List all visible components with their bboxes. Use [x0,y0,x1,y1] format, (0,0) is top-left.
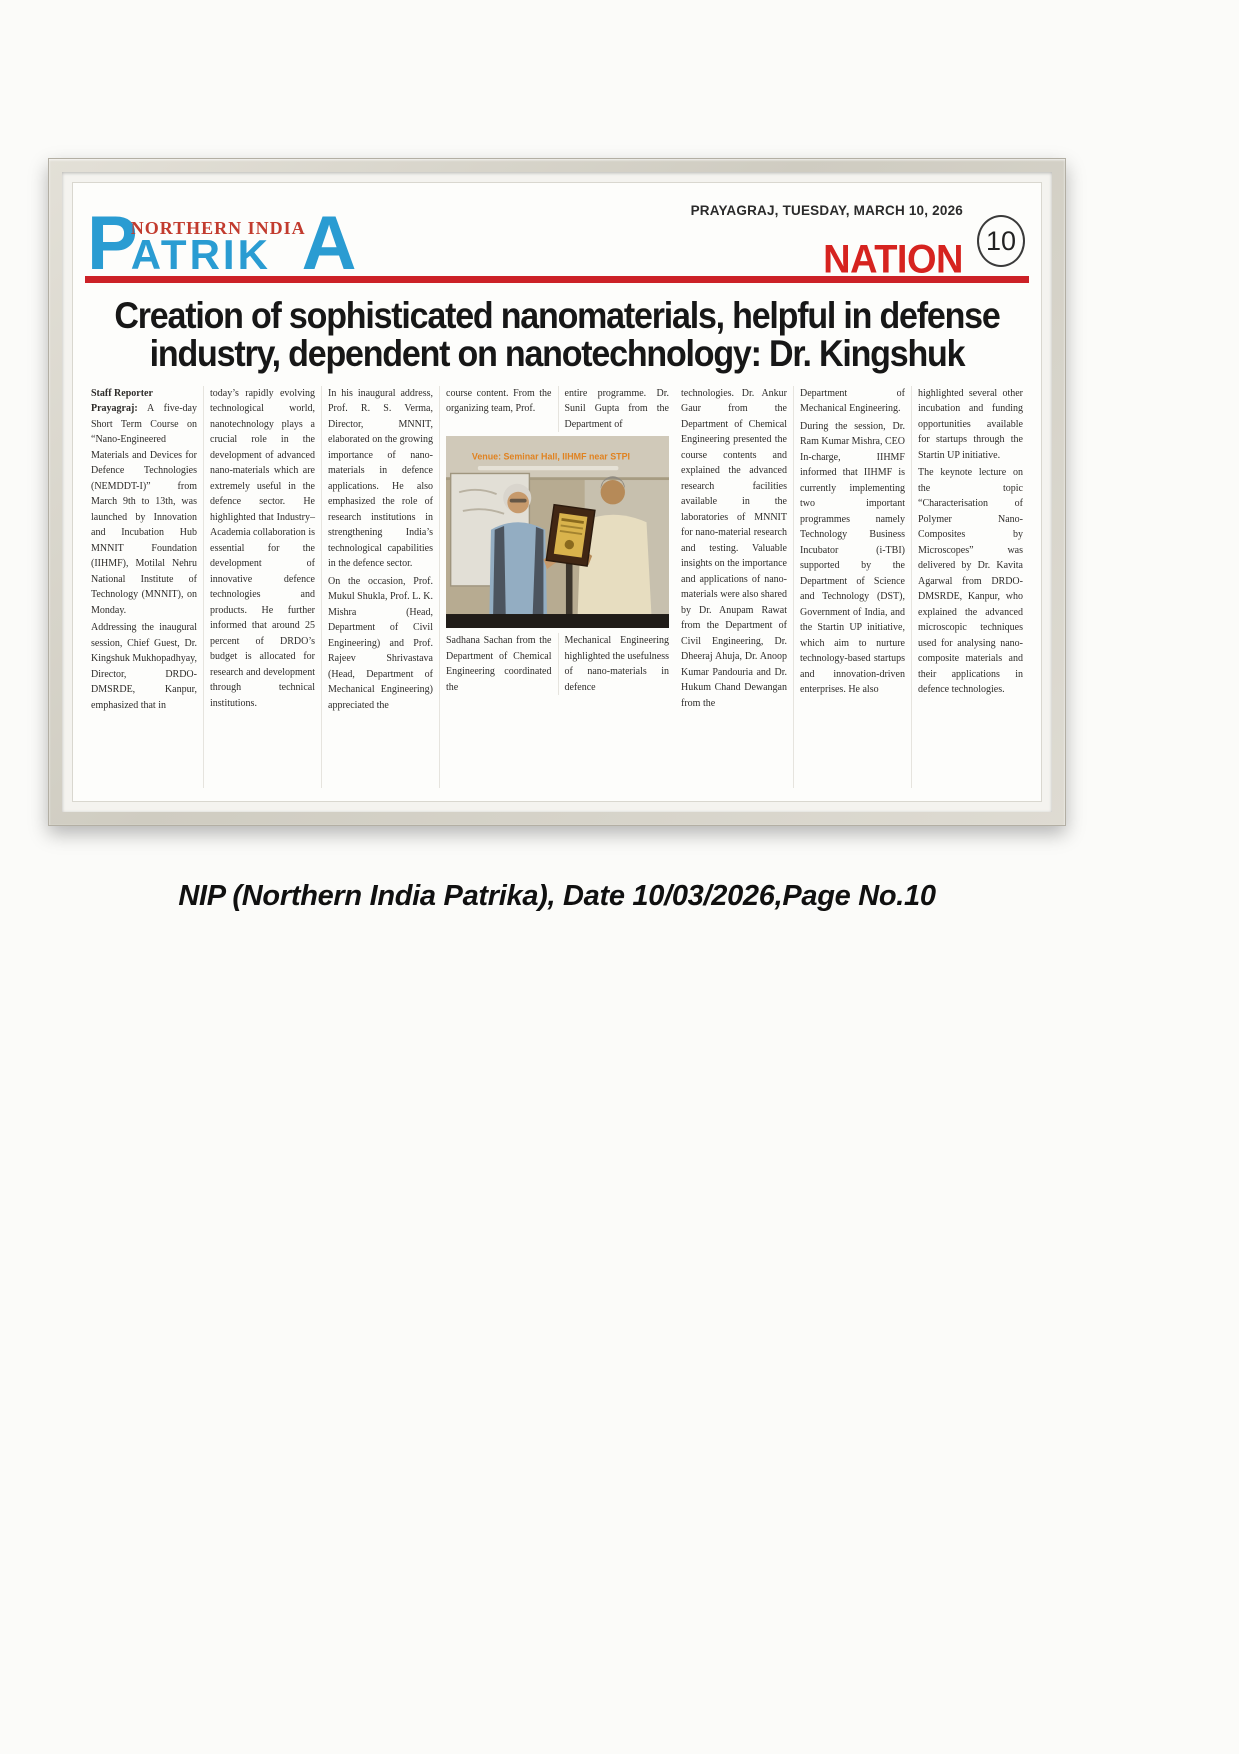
photo-bottom-shadow [446,614,669,628]
paragraph: Addressing the inaugural session, Chief Guest, Dr. Kingshuk Mukhopadhyay, Director, DRDO-DMSRDE, Kanpur, emphasized that in [91,622,198,711]
clipping-caption: NIP (Northern India Patrika), Date 10/03/2026,Page No.10 [178,880,936,912]
article-column-8 [911,386,1029,788]
logo-northern-india: NORTHERN INDIA [130,218,306,239]
paragraph: today’s rapidly evolving technological world, nanotechnology plays a crucial role in the development of advanced nano-materials which are extremely useful in the defence sector. He highlighted that Industry–Academia collaboration is essential for the development of innovative defence technologies and products. He further informed that around 25 percent of DRDO’s budget is allocated for research and development through technical institutions. [210,387,315,709]
section-title: NATION [823,238,963,283]
logo-middle [130,218,306,279]
paragraph-text: A five-day Short Term Course on “Nano-Engineered Materials and Devices for Defence Technologies (NEMDDT-I)” from March 9th to 13th, was launched by Innovation and Incubation Hub MNNIT Foundation (IIHMF), Motilal Nehru National Institute of Technology (MNNIT), on Monday. [91,403,197,616]
logo-letter-p: P [87,201,138,287]
paragraph: On the occasion, Prof. Mukul Shukla, Prof. L. K. Mishra (Head, Department of Civil Engineering) and Prof. Rajeev Shrivastava (Head, Department of Mechanical Engineering) appreciated the [328,575,433,711]
paragraph: The keynote lecture on the topic “Characterisation of Polymer Nano-Composites by Microscopes” was delivered by Dr. Kavita Agarwal from DRDO-DMSRDE, Kanpur, who explained the advanced microscopic techniques used for analysing nano-composite materials and their applications in defence technologies. [918,467,1023,696]
article-column-4-top [440,386,558,433]
paragraph: Mechanical Engineering highlighted the usefulness of nano-materials in defence [564,635,669,693]
article-column-2 [203,386,321,788]
photo-holder [440,432,675,633]
paragraph: In his inaugural address, Prof. R. S. Verma, Director, MNNIT, elaborated on the growing importance of nano-materials in defence applications. He also emphasized the role of research institutions in strengthening India’s technological capabilities in the defence sector. [328,387,433,570]
page-number-badge: 10 [977,215,1025,267]
article-column-5-top [558,386,676,433]
article-body [85,386,1029,788]
article-column-1 [85,386,203,788]
photo-bottom-text [440,633,675,695]
newspaper-page [72,182,1042,802]
headline-line-1: Creation of sophisticated nanomaterials, helpful in defense [114,295,1000,337]
dateline-lead: Prayagraj: [91,403,138,415]
article-column-3 [321,386,439,788]
logo-letter-a: A [301,201,357,287]
headline-line-2: industry, dependent on nanotechnology: Dr. Kingshuk [149,333,965,375]
paragraph: highlighted several other incubation and funding opportunities available for startups through the Startin UP initiative. [918,387,1023,461]
newspaper-logo [87,201,357,287]
paragraph: During the session, Dr. Ram Kumar Mishra, CEO In-charge, IIHMF informed that IIHMF is currently implementing two important programmes namely Technology Business Incubator (i-TBI) supported by the Department of Science and Technology (DST), Government of India, and the Startin UP initiative, which aim to nurture technology-based startups and innovation-driven enterprises. He also [800,420,905,696]
paragraph: entire programme. Dr. Sunil Gupta from the Department of [564,387,669,430]
paragraph: Sadhana Sachan from the Department of Chemical Engineering coordinated the [446,635,552,693]
photo-banner-text: Venue: Seminar Hall, IIHMF near STPI [471,451,630,462]
photo-block [439,386,675,788]
newspaper-clipping-frame [48,158,1066,826]
paragraph: technologies. Dr. Ankur Gaur from the Department of Chemical Engineering presented the course contents and explained the advanced research facilities available in the laboratories of MNNIT for nano-material research and testing. Valuable insights on the importance and applications of nano-materials were also shared by Dr. Anupam Rawat from the Department of Civil Engineering, Dr. Dheeraj Ahuja, Dr. Anoop Kumar Pandouria and Dr. Hukum Chand Dewangan from the [681,387,787,709]
masthead [85,189,1029,287]
article-column-4-bottom [440,633,558,695]
clipping-matte [62,172,1052,812]
paragraph [91,401,197,618]
article-headline [85,283,1029,384]
byline: Staff Reporter [91,387,153,399]
award-plaque [546,505,595,566]
photo-banner-subtext [478,466,619,470]
article-column-5-bottom [558,633,676,695]
left-man-glasses [510,499,527,503]
logo-atrik: ATRIK [130,231,271,279]
right-man-face [601,480,625,504]
left-man-face [507,492,529,514]
article-photo [446,436,669,628]
article-column-7 [793,386,911,788]
paragraph: course content. From the organizing team, Prof. [446,387,552,415]
photo-top-text [440,386,675,433]
dateline: PRAYAGRAJ, TUESDAY, MARCH 10, 2026 [690,203,963,218]
article-column-6 [675,386,793,788]
paragraph: Department of Mechanical Engineering. [800,387,905,415]
left-man-suspender-left [493,526,506,628]
